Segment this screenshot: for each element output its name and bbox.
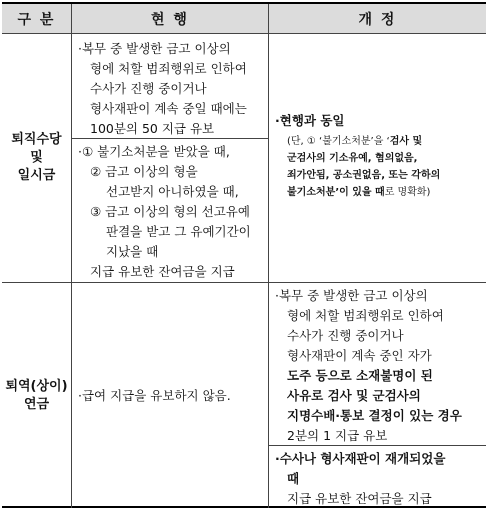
row1-revised bbox=[268, 33, 486, 282]
row2-revised-b-line3: 지급 유보한 잔여금을 지급 bbox=[287, 491, 432, 506]
row1-label-line1: 퇴직수당 bbox=[11, 132, 62, 147]
row2-revised-withholding bbox=[268, 282, 486, 445]
row2-revised-a-line4: 형사재판이 계속 중인 자가 bbox=[287, 348, 432, 363]
row1-revised-note4c: 로 명확화) bbox=[384, 187, 431, 198]
row2-revised-b-line2: 때 bbox=[287, 471, 300, 486]
row2-revised-a-line6: 사유로 검사 및 군검사의 bbox=[287, 388, 421, 403]
row1-revised-note-line2: 군검사의 기소유예, 혐의없음, bbox=[287, 153, 418, 164]
row2-current bbox=[71, 282, 268, 508]
row-label-retirement-allowance bbox=[2, 33, 71, 282]
row2-revised-a-line1: ·복무 중 발생한 금고 이상의 bbox=[275, 288, 428, 303]
row1-current-b-line2: ② 금고 이상의 형을 bbox=[90, 164, 198, 179]
row1-current-b-line5: 판결을 받고 그 유예기간이 bbox=[106, 224, 251, 239]
row1-current-b-line4: ③ 금고 이상의 형의 선고유예 bbox=[90, 204, 250, 219]
row1-current-a-line2: 형에 처할 범죄행위로 인하여 bbox=[90, 61, 247, 76]
row1-revised-note1a: (단, ① ‘불기소처분’을 ‘ bbox=[287, 136, 390, 147]
row1-current-a-line5: 100분의 50 지급 유보 bbox=[90, 121, 215, 136]
row2-revised-b-line1: ·수사나 형사재판이 재개되었을 bbox=[275, 451, 446, 466]
row1-revised-main: ·현행과 동일 bbox=[275, 113, 345, 128]
row1-current-a-line1: ·복무 중 발생한 금고 이상의 bbox=[78, 41, 231, 56]
row1-revised-note4a: 불기소처분 bbox=[287, 187, 336, 198]
row1-label-line2: 및 bbox=[30, 150, 43, 165]
header-revised: 개 정 bbox=[268, 4, 486, 33]
header-current: 현 행 bbox=[71, 4, 268, 33]
row2-revised-a-line3: 수사가 진행 중이거나 bbox=[287, 328, 404, 343]
row1-current-a-line4: 형사재판이 계속 중일 때에는 bbox=[90, 101, 247, 116]
row1-current-b-line1: ·① 불기소처분을 받았을 때, bbox=[78, 144, 230, 159]
row-label-retirement-pension bbox=[2, 282, 71, 508]
row2-current-text: ·급여 지급을 유보하지 않음. bbox=[78, 387, 231, 403]
row1-revised-note1b: 검사 및 bbox=[389, 136, 423, 147]
row1-revised-note-line4 bbox=[287, 184, 486, 201]
row1-revised-note4b: ’이 있을 때 bbox=[335, 187, 385, 198]
row2-revised-payment bbox=[268, 445, 486, 508]
row2-revised-a-line8: 2분의 1 지급 유보 bbox=[287, 428, 388, 443]
row1-current-b-line3: 선고받지 아니하였을 때, bbox=[106, 184, 239, 199]
header-category: 구 분 bbox=[2, 4, 71, 33]
row2-revised-a-line7: 지명수배·통보 결정이 있는 경우 bbox=[287, 408, 462, 423]
row1-revised-note-line1 bbox=[287, 133, 486, 150]
row1-current-b-line7: 지급 유보한 잔여금을 지급 bbox=[90, 264, 235, 279]
row2-label-line1: 퇴역(상이) bbox=[5, 378, 68, 394]
comparison-table bbox=[2, 2, 486, 508]
row1-current-withholding bbox=[71, 33, 268, 138]
row2-revised-a-line2: 형에 처할 범죄행위로 인하여 bbox=[287, 308, 444, 323]
row1-revised-note-line3: 죄가안됨, 공소권없음, 또는 각하의 bbox=[287, 170, 441, 181]
row1-label-line3: 일시금 bbox=[17, 168, 56, 183]
row1-current-b-line6: 지났을 때 bbox=[106, 244, 159, 259]
row2-revised-a-line5: 도주 등으로 소재불명이 된 bbox=[287, 368, 433, 383]
row1-current-a-line3: 수사가 진행 중이거나 bbox=[90, 81, 207, 96]
row1-current-payment bbox=[71, 138, 268, 282]
row2-label-line2: 연금 bbox=[23, 396, 50, 412]
